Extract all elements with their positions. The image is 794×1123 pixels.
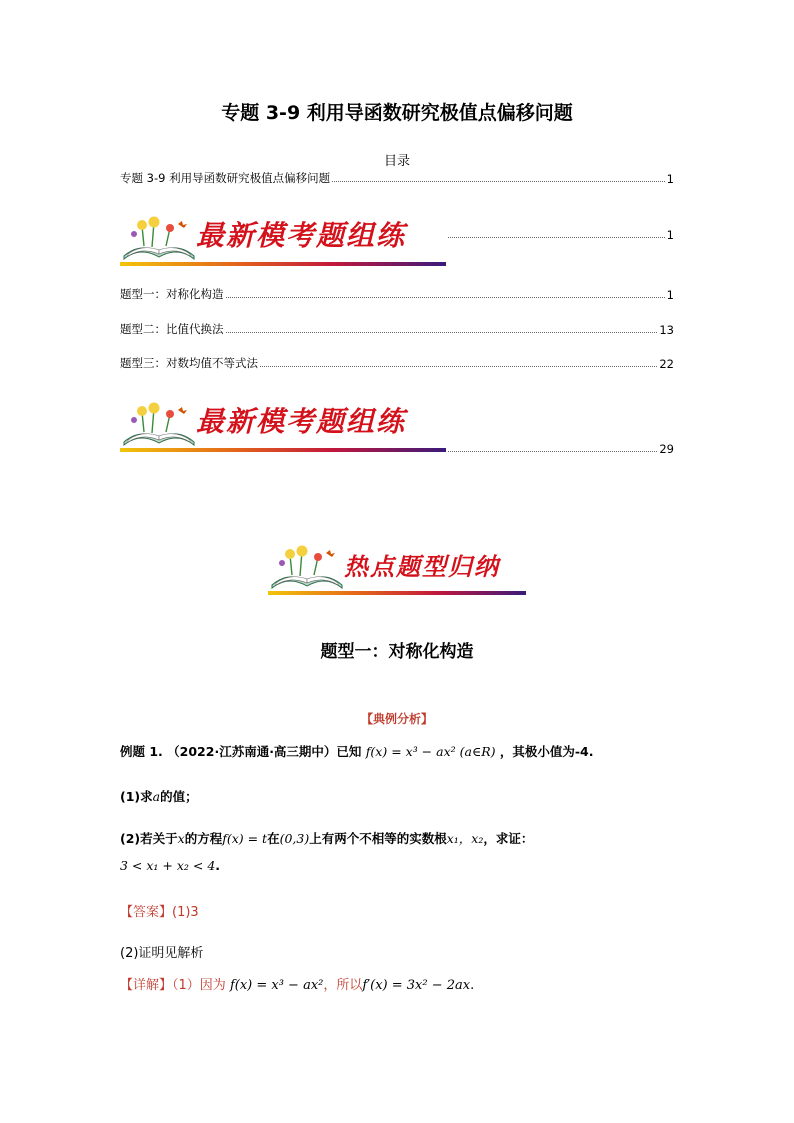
- toc-entry-label: 专题 3-9 利用导函数研究极值点偏移问题: [120, 171, 331, 185]
- banner-text: 最新模考题组练: [196, 405, 407, 438]
- part1-text-end: 的值；: [160, 789, 198, 804]
- answer-line: [120, 901, 199, 920]
- toc-leader-dots: [448, 236, 665, 238]
- toc-entry-type3[interactable]: [120, 355, 674, 371]
- part2-end: .: [215, 858, 221, 873]
- toc-entry-page: 1: [666, 228, 674, 242]
- detail-label: 【详解】: [120, 978, 173, 993]
- banner-hot-topics: [268, 541, 530, 595]
- toc-entry-label: 题型三：对数均值不等式法: [120, 356, 258, 370]
- toc-entry-page: 1: [666, 172, 674, 186]
- formula-fx-detail: f(x) = x³ − ax²: [229, 978, 324, 993]
- toc-leader-dots: [226, 331, 658, 333]
- part2-text: ，求证：: [483, 831, 534, 846]
- toc-entry-title[interactable]: [120, 170, 674, 186]
- banner-text: 最新模考题组练: [196, 219, 407, 252]
- formula-equation: f(x) = t: [222, 831, 268, 846]
- example-1-part-2: [120, 829, 533, 847]
- toc-heading: 目录: [383, 154, 410, 169]
- example-lead-end: ，其极小值为-4.: [499, 744, 594, 759]
- var-a: a: [152, 789, 161, 804]
- example-lead: 例题 1. （2022·江苏南通·高三期中）已知: [120, 744, 362, 759]
- answer-line-2: (2)证明见解析: [120, 946, 204, 961]
- toc-entry-banner-2[interactable]: [446, 440, 674, 456]
- toc-entry-type2[interactable]: [120, 321, 674, 337]
- example-heading: 【典例分析】: [360, 712, 433, 726]
- toc-entry-banner-1[interactable]: [446, 226, 674, 242]
- banner-underline: [268, 591, 526, 595]
- example-1-statement: [120, 742, 593, 760]
- var-x: x: [177, 831, 185, 846]
- banner-text: 热点题型归纳: [344, 552, 500, 581]
- toc-entry-page: 1: [666, 288, 674, 302]
- book-flowers-icon: [268, 545, 346, 589]
- detail-line: [120, 974, 474, 993]
- detail-end: .: [470, 978, 475, 993]
- toc-leader-dots: [448, 450, 657, 452]
- formula-interval: (0,3): [279, 831, 310, 846]
- toc-entry-page: 13: [659, 323, 674, 337]
- book-flowers-icon: [120, 402, 198, 446]
- formula-fx: f(x) = x³ − ax² (a∈R): [365, 744, 496, 759]
- toc-leader-dots: [260, 365, 657, 367]
- toc-entry-page: 29: [659, 442, 674, 456]
- detail-text: ，所以: [323, 978, 363, 993]
- banner-latest-exams-1: [120, 212, 450, 266]
- toc-leader-dots: [332, 180, 665, 182]
- part2-text: (2)若关于: [120, 831, 178, 846]
- toc-entry-label: 题型一：对称化构造: [120, 287, 224, 301]
- banner-underline: [120, 262, 446, 266]
- answer-value: (1)3: [172, 905, 199, 920]
- toc-entry-type1[interactable]: [120, 286, 674, 302]
- part1-text: (1)求: [120, 789, 153, 804]
- section-title: 题型一：对称化构造: [320, 642, 474, 662]
- formula-inequality: 3 < x₁ + x₂ < 4: [120, 858, 216, 873]
- toc-leader-dots: [226, 296, 665, 298]
- banner-underline: [120, 448, 446, 452]
- part2-text: 上有两个不相等的实数根: [309, 831, 447, 846]
- toc-entry-label: 题型二：比值代换法: [120, 322, 224, 336]
- example-1-part-2-inequality: [120, 858, 220, 873]
- document-title: 专题 3-9 利用导函数研究极值点偏移问题: [221, 102, 573, 124]
- banner-latest-exams-2: [120, 398, 450, 452]
- book-flowers-icon: [120, 216, 198, 260]
- example-1-part-1: [120, 787, 198, 805]
- formula-roots: x₁，x₂: [446, 831, 484, 846]
- answer-label: 【答案】: [120, 905, 173, 920]
- part2-text: 的方程: [184, 831, 223, 846]
- toc-entry-page: 22: [659, 357, 674, 371]
- detail-text: （1）因为: [172, 978, 226, 993]
- formula-derivative: f′(x) = 3x² − 2ax: [362, 978, 471, 993]
- part2-text: 在: [267, 831, 280, 846]
